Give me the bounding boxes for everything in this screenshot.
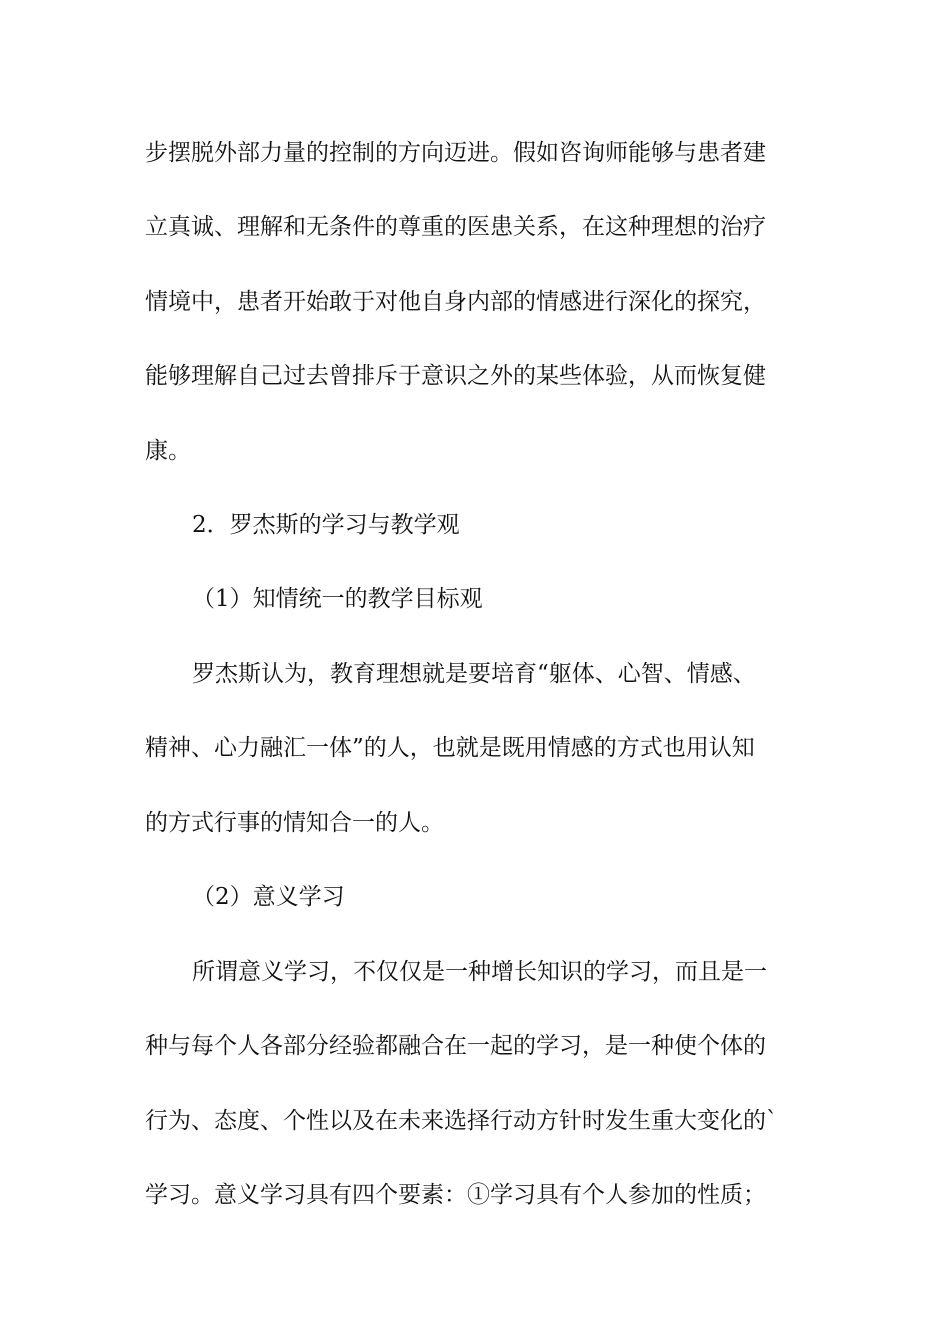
- paragraph-2-line-2: 精神、心力融汇一体”的人，也就是既用情感的方式也用认知: [145, 735, 755, 761]
- paragraph-1-line-4: 能够理解自己过去曾排斥于意识之外的某些体验，从而恢复健: [145, 363, 766, 389]
- subheading-1: （1）知情统一的教学目标观: [192, 586, 483, 612]
- paragraph-2-line-1: 罗杰斯认为，教育理想就是要培育“躯体、心智、情感、: [192, 661, 756, 687]
- paragraph-2-line-3: 的方式行事的情知合一的人。: [145, 810, 444, 836]
- paragraph-1-line-5: 康。: [145, 438, 191, 464]
- paragraph-3-line-3: 行为、态度、个性以及在未来选择行动方针时发生重大变化的`: [145, 1108, 778, 1134]
- subheading-2: （2）意义学习: [192, 884, 345, 910]
- paragraph-1-line-2: 立真诚、理解和无条件的尊重的医患关系，在这种理想的治疗: [145, 214, 766, 240]
- paragraph-3-line-1: 所谓意义学习，不仅仅是一种增长知识的学习，而且是一: [192, 959, 767, 985]
- paragraph-3-line-2: 种与每个人各部分经验都融合在一起的学习，是一种使个体的: [145, 1033, 766, 1059]
- section-heading: 2．罗杰斯的学习与教学观: [192, 512, 460, 538]
- paragraph-3-line-4: 学习。意义学习具有四个要素：①学习具有个人参加的性质；: [145, 1182, 766, 1208]
- paragraph-1-line-3: 情境中，患者开始敢于对他自身内部的情感进行深化的探究，: [145, 289, 766, 315]
- paragraph-1-line-1: 步摆脱外部力量的控制的方向迈进。假如咨询师能够与患者建: [145, 140, 766, 166]
